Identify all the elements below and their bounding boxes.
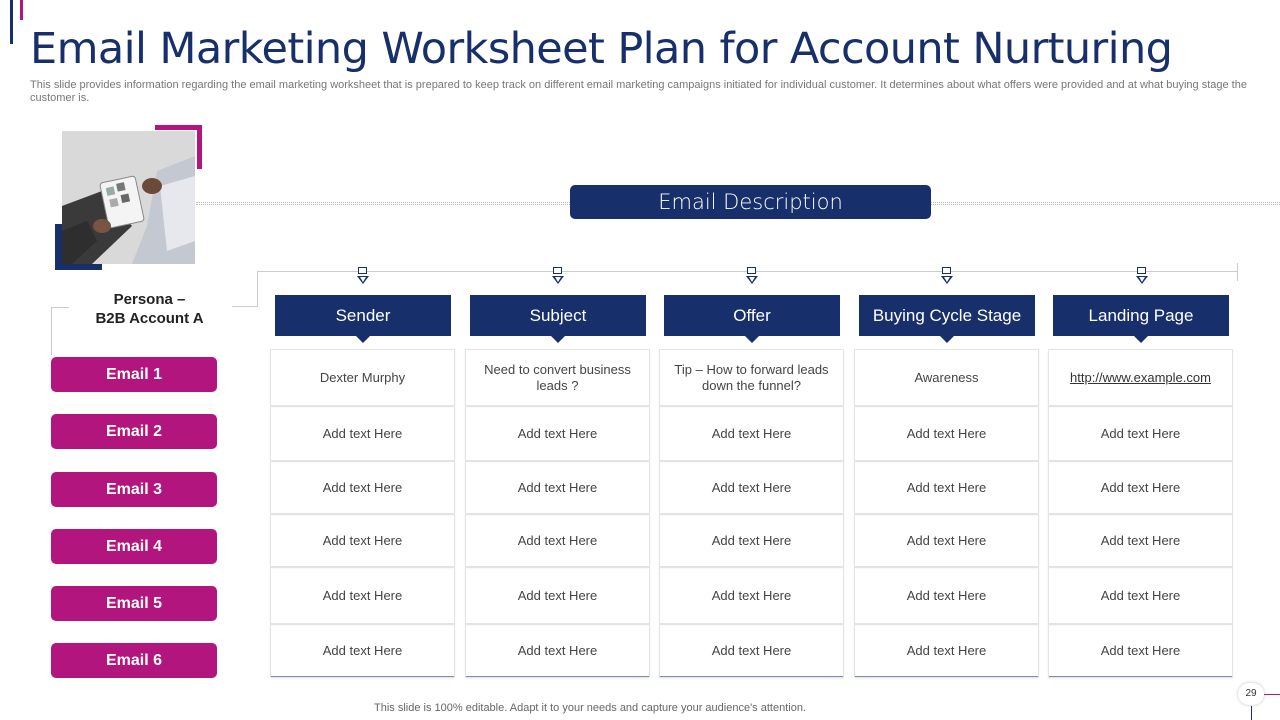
table-cell: Add text Here — [659, 406, 844, 461]
table-cell: Add text Here — [1048, 406, 1233, 461]
column-header-buying-cycle-stage: Buying Cycle Stage — [859, 295, 1035, 336]
page-number-line-vertical — [1251, 706, 1252, 720]
table-cell: Add text Here — [659, 567, 844, 624]
column-header-sender: Sender — [275, 295, 451, 336]
table-cell: Add text Here — [659, 624, 844, 678]
persona-line-2: B2B Account A — [95, 310, 204, 327]
email-1-button[interactable]: Email 1 — [51, 357, 217, 392]
persona-label — [72, 290, 227, 328]
column-marker-icon — [941, 267, 953, 287]
column-buying-cycle-stage — [854, 349, 1039, 678]
email-description-header: Email Description — [570, 185, 931, 219]
column-landing-page — [1048, 349, 1233, 678]
table-cell: Add text Here — [854, 567, 1039, 624]
table-cell: Dexter Murphy — [270, 349, 455, 406]
page-number: 29 — [1238, 683, 1264, 705]
table-cell: Add text Here — [659, 514, 844, 567]
tree-connector-join — [232, 306, 258, 307]
table-cell: Add text Here — [270, 567, 455, 624]
column-marker-icon — [357, 267, 369, 287]
table-cell: Add text Here — [659, 461, 844, 514]
person-holding-tablet-image — [62, 131, 195, 264]
divider-line-right — [931, 202, 1280, 205]
table-cell: Add text Here — [1048, 567, 1233, 624]
column-marker-icon — [1136, 267, 1148, 287]
table-cell: Add text Here — [465, 461, 650, 514]
table-cell: Tip – How to forward leads down the funnel? — [659, 349, 844, 406]
table-cell: Add text Here — [270, 461, 455, 514]
table-cell: Add text Here — [854, 624, 1039, 678]
column-offer — [659, 349, 844, 678]
page-number-line — [1264, 694, 1280, 695]
page-title: Email Marketing Worksheet Plan for Account Nurturing — [30, 24, 1173, 74]
table-cell: Add text Here — [270, 514, 455, 567]
email-2-button[interactable]: Email 2 — [51, 414, 217, 449]
persona-line-1: Persona – — [113, 291, 186, 308]
table-cell: Add text Here — [1048, 624, 1233, 678]
table-cell: Add text Here — [1048, 514, 1233, 567]
column-header-landing-page: Landing Page — [1053, 295, 1229, 336]
table-cell-link — [1048, 349, 1233, 406]
persona-bracket — [51, 307, 69, 355]
table-cell: Add text Here — [465, 514, 650, 567]
column-header-subject: Subject — [470, 295, 646, 336]
email-4-button[interactable]: Email 4 — [51, 529, 217, 564]
divider-line-left — [196, 202, 570, 205]
page-subtitle: This slide provides information regarding the email marketing worksheet that is prepared to keep track on different email marketing campaigns initiated for individual customer. It determines about what offers were provided and at what buying stage the customer is. — [30, 79, 1247, 104]
table-cell: Add text Here — [270, 406, 455, 461]
table-cell: Add text Here — [1048, 461, 1233, 514]
column-header-offer: Offer — [664, 295, 840, 336]
email-3-button[interactable]: Email 3 — [51, 472, 217, 507]
table-cell: Add text Here — [465, 624, 650, 678]
table-cell: Add text Here — [465, 406, 650, 461]
table-cell: Awareness — [854, 349, 1039, 406]
persona-photo — [62, 131, 195, 264]
column-subject — [465, 349, 650, 678]
column-marker-icon — [552, 267, 564, 287]
column-sender — [270, 349, 455, 678]
landing-page-link[interactable]: http://www.example.com — [1070, 369, 1211, 385]
email-5-button[interactable]: Email 5 — [51, 586, 217, 621]
column-marker-icon — [746, 267, 758, 287]
table-cell: Need to convert business leads ? — [465, 349, 650, 406]
email-6-button[interactable]: Email 6 — [51, 643, 217, 678]
table-cell: Add text Here — [854, 514, 1039, 567]
table-cell: Add text Here — [270, 624, 455, 678]
accent-bar-secondary — [20, 0, 23, 20]
accent-bar — [10, 0, 13, 44]
tree-connector-right — [1237, 263, 1238, 281]
tree-connector-left — [257, 271, 258, 307]
table-cell: Add text Here — [465, 567, 650, 624]
table-cell: Add text Here — [854, 461, 1039, 514]
table-cell: Add text Here — [854, 406, 1039, 461]
footer-note: This slide is 100% editable. Adapt it to your needs and capture your audience's attention. — [374, 702, 806, 714]
